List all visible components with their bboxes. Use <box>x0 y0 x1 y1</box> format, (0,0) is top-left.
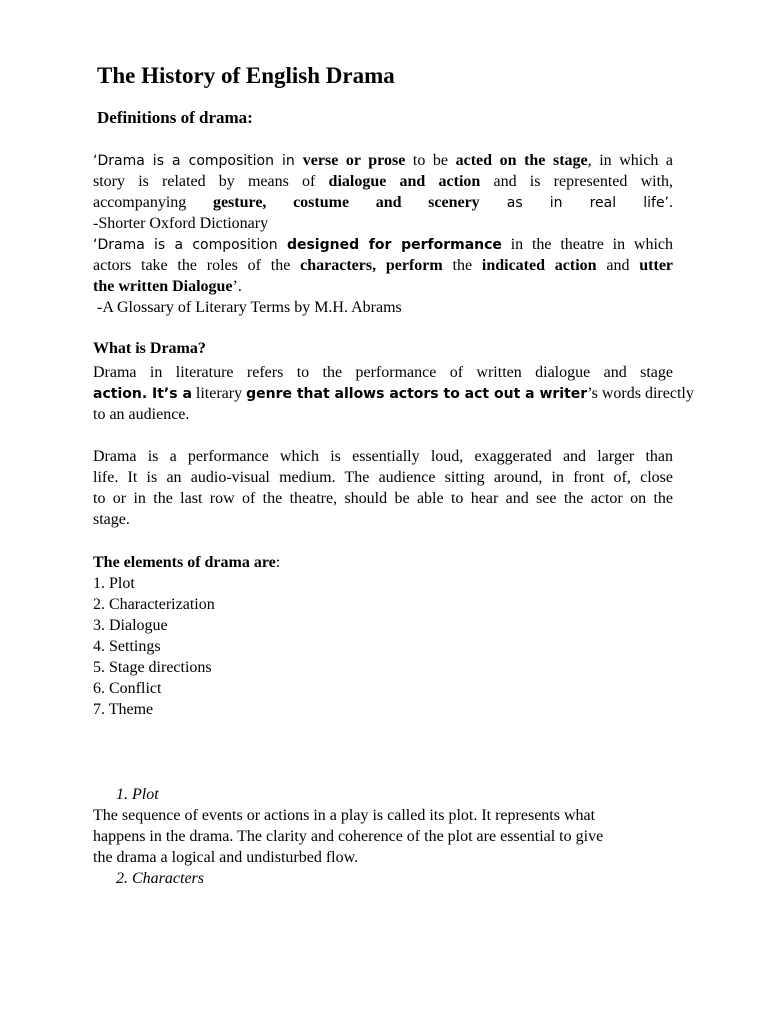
def1-l3-c: as in real life’ <box>479 195 670 211</box>
def2-l2-a: actors take the roles of the <box>93 257 301 274</box>
def2-l3-b: ’. <box>232 278 242 295</box>
def2-line-2 <box>93 255 673 276</box>
what-p2-line-2: life. It is an audio-visual medium. The audience sitting around, in front of, close <box>93 469 673 486</box>
elements-list-item: 4. Settings <box>93 638 161 655</box>
plot-line-1: The sequence of events or actions in a play is called its plot. It represents what <box>93 807 596 824</box>
elements-heading-text: The elements of drama are <box>93 554 276 571</box>
def1-l1-d: acted on the stage <box>455 152 588 169</box>
elements-list-item: 5. Stage directions <box>93 659 212 676</box>
def1-source: -Shorter Oxford Dictionary <box>93 215 269 232</box>
def2-l2-c: the <box>442 257 482 274</box>
elements-list-item: 7. Theme <box>93 701 154 718</box>
what-p1-l2-d: ’s words directly <box>587 385 694 402</box>
definitions-heading: Definitions of drama: <box>97 108 253 127</box>
plot-line-2: happens in the drama. The clarity and coherence of the plot are essential to give <box>93 828 604 845</box>
def1-l3-b: gesture, costume and scenery <box>212 194 480 211</box>
def1-l2-c: and is represented with, <box>480 173 674 190</box>
what-is-drama-heading: What is Drama? <box>93 340 206 357</box>
def2-line-3 <box>93 276 242 297</box>
def2-l1-b: designed for performance <box>286 237 502 253</box>
what-p1-line-1: Drama in literature refers to the performance of written dialogue and stage <box>93 364 673 381</box>
elements-list-item: 6. Conflict <box>93 680 162 697</box>
plot-heading: 1. Plot <box>116 786 159 803</box>
def2-l3-a: the written Dialogue <box>93 278 233 295</box>
what-p2-line-3: to or in the last row of the theatre, should be able to hear and see the actor on the <box>93 490 673 507</box>
def2-l2-f: utter <box>639 257 674 274</box>
def1-line-2 <box>93 171 673 192</box>
elements-list-item: 1. Plot <box>93 575 135 592</box>
def2-l2-d: indicated action <box>481 257 597 274</box>
what-p1-l2-a: action. It’s a <box>93 386 192 402</box>
def1-l1-e: , in which a <box>587 152 674 169</box>
def1-l1-c: to be <box>405 152 456 169</box>
def1-l3-d: . <box>669 194 674 211</box>
def2-l2-b: characters, perform <box>300 257 443 274</box>
def1-l1-a: ‘Drama is a composition in <box>93 153 303 169</box>
elements-heading-colon: : <box>275 554 281 571</box>
def1-l2-b: dialogue and action <box>328 173 481 190</box>
def2-l1-a: ‘Drama is a composition <box>93 237 287 253</box>
def2-line-1 <box>93 234 673 256</box>
what-p1-l2-b: literary <box>191 385 247 402</box>
what-p2-line-4: stage. <box>93 511 130 528</box>
plot-line-3: the drama a logical and undisturbed flow. <box>93 849 359 866</box>
def1-l2-a: story is related by means of <box>93 173 329 190</box>
def1-line-1 <box>93 150 673 172</box>
what-p1-l2-c: genre that allows actors to act out a writer <box>246 386 588 402</box>
what-p1-line-2 <box>93 383 694 405</box>
def2-source: -A Glossary of Literary Terms by M.H. Abrams <box>97 299 402 316</box>
elements-heading <box>93 552 280 573</box>
characters-heading: 2. Characters <box>116 870 204 887</box>
def2-l1-c: in the theatre in which <box>501 236 674 253</box>
what-p2-line-1: Drama is a performance which is essentially loud, exaggerated and larger than <box>93 448 673 465</box>
elements-list-item: 3. Dialogue <box>93 617 168 634</box>
elements-list-item: 2. Characterization <box>93 596 215 613</box>
what-p1-line-3: to an audience. <box>93 406 190 423</box>
def1-line-3 <box>93 192 673 214</box>
def1-l3-a: accompanying <box>93 194 213 211</box>
def2-l2-e: and <box>596 257 640 274</box>
def1-l1-b: verse or prose <box>302 152 406 169</box>
document-title: The History of English Drama <box>97 63 395 88</box>
